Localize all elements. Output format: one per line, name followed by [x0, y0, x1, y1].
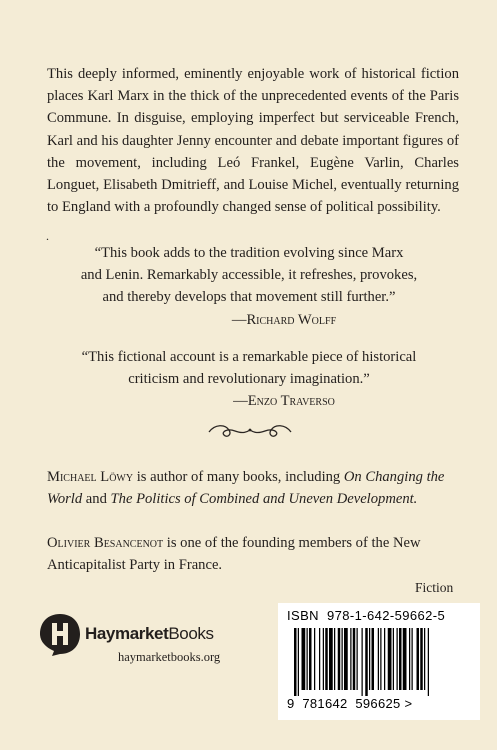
barcode-bar — [397, 628, 398, 690]
endorsement-quote-wolff — [40, 242, 458, 331]
barcode-bar — [388, 628, 392, 690]
author-bio-lowy — [47, 466, 459, 510]
publisher-name-bold: Haymarket — [85, 624, 169, 643]
quote-line: and thereby develops that movement still further.” — [102, 289, 396, 306]
publisher-name-regular: Books — [168, 624, 214, 643]
barcode-bar — [424, 628, 425, 690]
barcode-bar — [409, 628, 410, 690]
barcode-bar — [342, 628, 343, 690]
barcode-bar — [334, 628, 335, 690]
isbn-text — [287, 608, 445, 623]
author-name: Michael Löwy — [47, 469, 134, 485]
publisher-name — [85, 624, 214, 644]
barcode-bar — [399, 628, 402, 690]
barcode-bar — [384, 628, 385, 690]
barcode-bars — [294, 628, 470, 696]
quote-line: criticism and revolutionary imagination.” — [128, 371, 370, 388]
barcode-bar — [338, 628, 341, 690]
barcode-bar — [357, 628, 358, 690]
barcode-bar — [323, 628, 324, 690]
barcode-bar — [393, 628, 394, 690]
barcode-digit-group: 781642 — [302, 696, 348, 711]
barcode-digit-end: > — [404, 696, 413, 711]
bio-text: is one of the founding members of the New Anticapitalist Party in France. — [47, 535, 421, 574]
barcode-bar — [417, 628, 420, 690]
author-name: Olivier Besancenot — [47, 535, 164, 551]
barcode-bar — [380, 628, 381, 690]
barcode-bar — [372, 628, 375, 690]
barcode-bar — [350, 628, 351, 690]
book-description: This deeply informed, eminently enjoyable work of historical fiction places Karl Marx in the thick of the unprecedented events of the Paris Commune. In disguise, employing imperfect but serviceable French, Karl and his daughter Jenny encounter and debate important figures of the movement, including Leó Frankel, Eugène Varlin, Charles Longuet, Elisabeth Dmitrieff, and Louise Michel, eventually returning to England with a profoundly changed sense of political possibility. — [47, 66, 459, 216]
barcode-bar — [307, 628, 308, 690]
barcode-bar — [369, 628, 370, 690]
barcode-bar — [365, 628, 368, 696]
quote-line: and Lenin. Remarkably accessible, it refreshes, provokes, — [80, 267, 418, 284]
endorsement-quote-traverso — [40, 346, 458, 413]
barcode-bar — [353, 628, 356, 690]
bio-text: is author of many books, including — [133, 469, 344, 485]
barcode-bar — [314, 628, 315, 690]
author-bio-besancenot — [47, 532, 459, 576]
flourish-ornament-icon — [205, 420, 295, 442]
genre-label: Fiction — [415, 580, 454, 595]
barcode-bar — [329, 628, 333, 690]
decorative-dot: . — [46, 229, 49, 243]
barcode-digits — [287, 696, 477, 711]
barcode-bar — [302, 628, 306, 690]
isbn-barcode — [278, 603, 480, 720]
haymarket-logo-icon — [38, 612, 82, 658]
barcode-bar — [420, 628, 423, 690]
isbn-number: 978-1-642-59662-5 — [326, 608, 446, 623]
publisher-url: haymarketbooks.org — [118, 650, 221, 664]
barcode-bar — [294, 628, 297, 696]
barcode-bar — [309, 628, 312, 690]
barcode-bar — [403, 628, 407, 690]
quote-attribution: —Enzo Traverso — [233, 393, 335, 410]
barcode-bar — [378, 628, 379, 690]
quote-line: “This book adds to the tradition evolving since Marx — [94, 245, 404, 261]
quote-attribution: —Richard Wolff — [231, 311, 337, 328]
bio-text: and — [82, 491, 111, 508]
barcode-bar — [344, 628, 348, 690]
barcode-digit-prefix: 9 — [287, 696, 295, 711]
barcode-bar — [412, 628, 413, 690]
book-title: The Politics of Combined and Uneven Development. — [110, 491, 418, 508]
barcode-bar — [362, 628, 363, 696]
barcode-bar — [298, 628, 299, 696]
quote-line: “This fictional account is a remarkable piece of historical — [81, 349, 417, 365]
book-title: On Changing the World — [47, 469, 445, 508]
barcode-digit-group: 596625 — [355, 696, 401, 711]
barcode-bar — [319, 628, 320, 690]
isbn-label: ISBN — [287, 608, 319, 623]
barcode-bar — [428, 628, 429, 696]
barcode-bar — [325, 628, 328, 690]
